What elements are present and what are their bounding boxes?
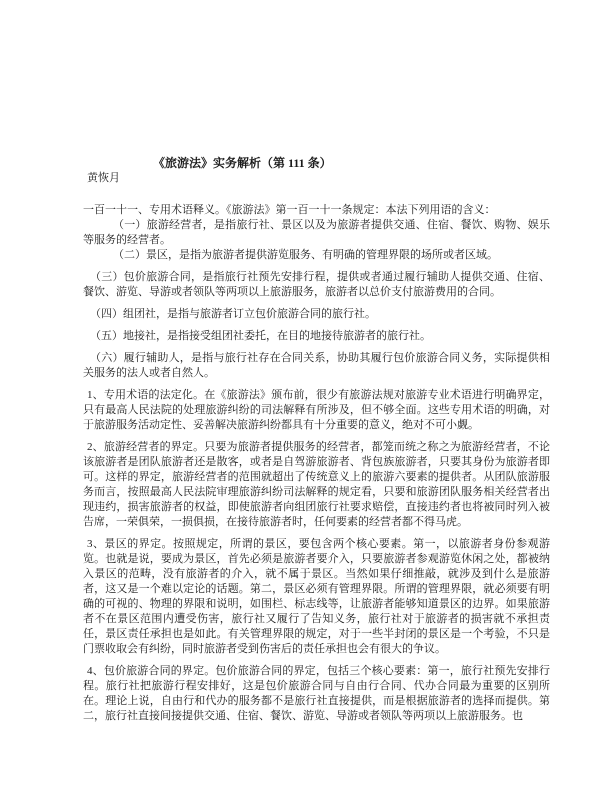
article-intro: 一百一十一、专用术语释义。《旅游法》第一百一十一条规定：本法下列用语的含义： bbox=[83, 204, 496, 216]
commentary-paragraph-4: 4、包价旅游合同的界定。包价旅游合同的界定，包括三个核心要素：第一，旅行社预先安排行程。旅行社把旅游行程安排好，这是包价旅游合同与自由行合同、代办合同最为重要的区别所在。理论上说，自由行和代办的服务都不是旅行社直接提供，而是根据旅游者的选择而提供。第二，旅行社直接间接提供交通、住宿、餐饮、游览、导游或者领队等两项以上旅游服务。也 bbox=[83, 665, 550, 722]
definition-item-6: （六）履行辅助人，是指与旅行社存在合同关系，协助其履行包价旅游合同义务，实际提供相关服务的法人或者自然人。 bbox=[83, 352, 550, 379]
definition-item-4: （四）组团社，是指与旅游者订立包价旅游合同的旅行社。 bbox=[90, 308, 376, 320]
definition-item-5: （五）地接社，是指接受组团社委托，在目的地接待旅游者的旅行社。 bbox=[90, 330, 431, 342]
definition-item-3: （三）包价旅游合同，是指旅行社预先安排行程，提供或者通过履行辅助人提供交通、住宿、餐饮、游览、导游或者领队等两项以上旅游服务，旅游者以总价支付旅游费用的合同。 bbox=[83, 271, 550, 298]
commentary-paragraph-1: 1、专用术语的法定化。在《旅游法》颁布前，很少有旅游法规对旅游专业术语进行明确界定，只有最高人民法院的处理旅游纠纷的司法解释有所涉及，但不够全面。这些专用术语的明确，对于旅游服务活动定性、妥善解决旅游纠纷都具有十分重要的意义，绝对不可小觑。 bbox=[83, 389, 550, 431]
doc-title: 《旅游法》实务解析（第 111 条） bbox=[153, 156, 332, 170]
commentary-paragraph-2: 2、旅游经营者的界定。只要为旅游者提供服务的经营者，都笼而统之称之为旅游经营者，不论该旅游者是团队旅游者还是散客，或者是自驾游旅游者、背包族旅游者，只要其身份为旅游者即可。这样的界定，旅游经营者的范围就超出了传统意义上的旅游六要素的提供者。从团队旅游服务而言，按照最高人民法院审理旅游纠纷司法解释的规定看，只要和旅游团队服务相关经营者出现违约，损害旅游者的权益，即使旅游者向组团旅行社要求赔偿，直接违约者也将被同时列入被告席，一荣俱荣，一损俱损，在接待旅游者时，任何要素的经营者都不得马虎。 bbox=[83, 441, 550, 528]
definition-item-2: （二）景区，是指为旅游者提供游览服务、有明确的管理界限的场所或者区域。 bbox=[113, 249, 498, 261]
commentary-paragraph-3: 3、景区的界定。按照规定，所谓的景区，要包含两个核心要素。第一，以旅游者身份参观游览。也就是说，要成为景区，首先必须是旅游者要介入，只要旅游者参观游览休闲之处，都被纳入景区的范畴，没有旅游者的介入，就不属于景区。当然如果仔细推敲，就涉及到什么是旅游者，这又是一个难以定论的话题。第二，景区必须有管理界限。所谓的管理界限，就必须要有明确的可视的、物理的界限和说明，如围栏、标志线等，让旅游者能够知道景区的边界。如果旅游者不在景区范围内遭受伤害，旅行社又履行了告知义务，旅行社对于旅游者的损害就不承担责任，景区责任承担也是如此。有关管理界限的规定，对于一些半封闭的景区是一个考验，不只是门票收取会有纠纷，同时旅游者受到伤害后的责任承担也会有很大的争议。 bbox=[83, 538, 550, 655]
definition-item-1: （一）旅游经营者，是指旅行社、景区以及为旅游者提供交通、住宿、餐饮、购物、娱乐等服务的经营者。 bbox=[83, 219, 550, 246]
doc-author: 黄恢月 bbox=[87, 172, 120, 184]
